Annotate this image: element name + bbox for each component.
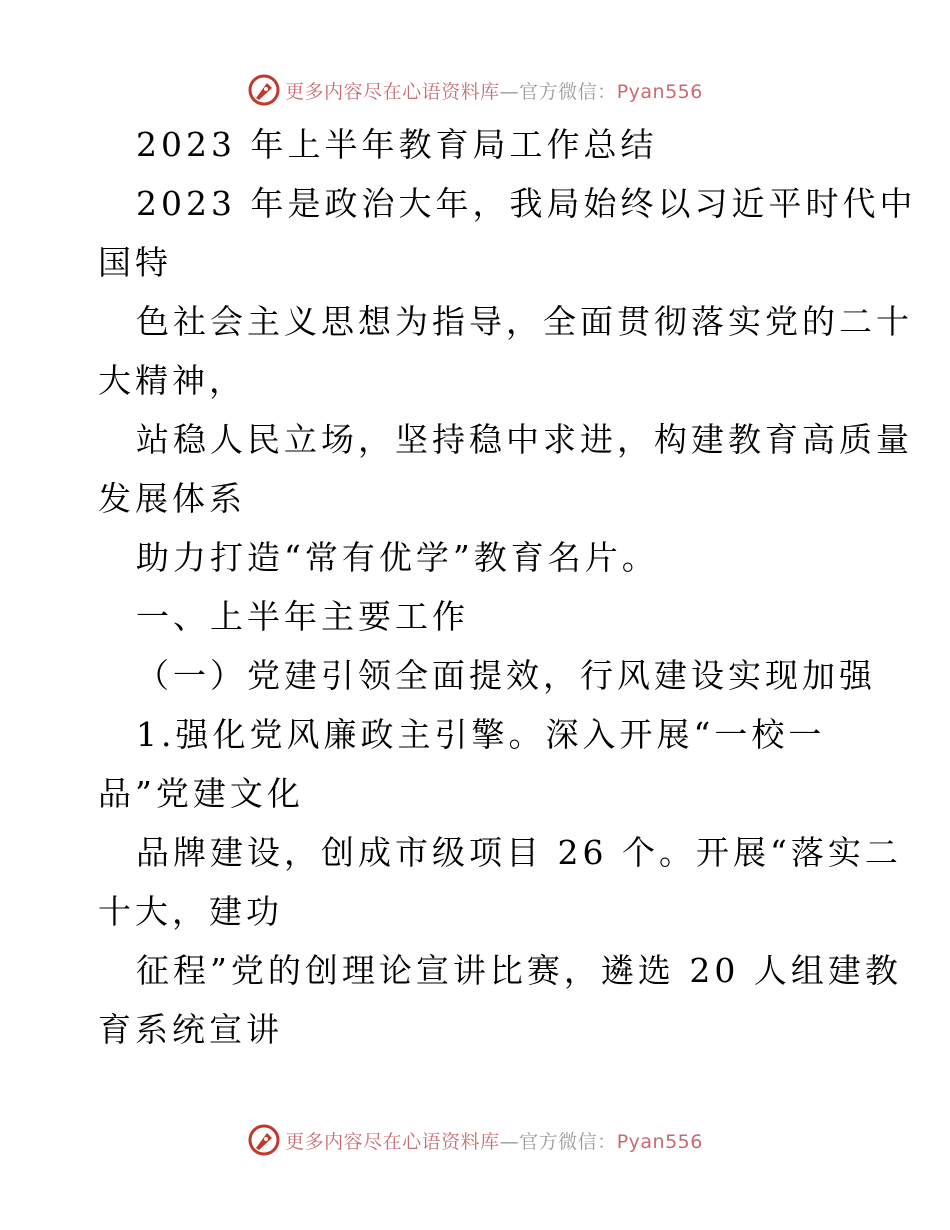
watermark-account: Pyan556 (616, 80, 703, 103)
watermark-brand: 更多内容尽在心语资料库 (285, 80, 500, 103)
paragraph-line: 站稳人民立场，坚持稳中求进，构建教育高质量 (136, 420, 913, 459)
paragraph-line: 1.强化党风廉政主引擎。深入开展“一校一 (136, 715, 826, 754)
paragraph-line: 十大，建功 (98, 892, 283, 931)
watermark-prefix: 官方微信： (519, 80, 617, 103)
paragraph-line: 发展体系 (98, 479, 246, 518)
watermark-brand: 更多内容尽在心语资料库 (285, 1130, 500, 1153)
paragraph-line: 品”党建文化 (98, 774, 304, 813)
paragraph-line: 育系统宣讲 (98, 1010, 283, 1049)
header-watermark (0, 70, 950, 110)
watermark-account: Pyan556 (616, 1130, 703, 1153)
subsection-heading: （一）党建引领全面提效，行风建设实现加强 (136, 656, 876, 695)
footer-watermark (0, 1120, 950, 1160)
watermark-text (285, 1127, 703, 1154)
pen-nib-logo-icon (247, 73, 281, 107)
paragraph-line: 品牌建设，创成市级项目 26 个。开展“落实二 (136, 833, 902, 872)
paragraph-line: 国特 (98, 243, 172, 282)
watermark-separator: — (499, 1130, 520, 1153)
paragraph-line: 大精神， (98, 361, 246, 400)
watermark-prefix: 官方微信： (519, 1130, 617, 1153)
pen-nib-logo-icon (247, 1123, 281, 1157)
section-heading: 一、上半年主要工作 (136, 597, 469, 636)
paragraph-line: 助力打造“常有优学”教育名片。 (136, 538, 659, 577)
paragraph-line: 2023 年是政治大年，我局始终以习近平时代中 (136, 184, 917, 223)
paragraph-line: 色社会主义思想为指导，全面贯彻落实党的二十 (136, 302, 913, 341)
watermark-separator: — (499, 80, 520, 103)
paragraph-line: 征程”党的创理论宣讲比赛，遴选 20 人组建教 (136, 951, 902, 990)
watermark-text (285, 77, 703, 104)
document-title: 2023 年上半年教育局工作总结 (136, 125, 658, 164)
